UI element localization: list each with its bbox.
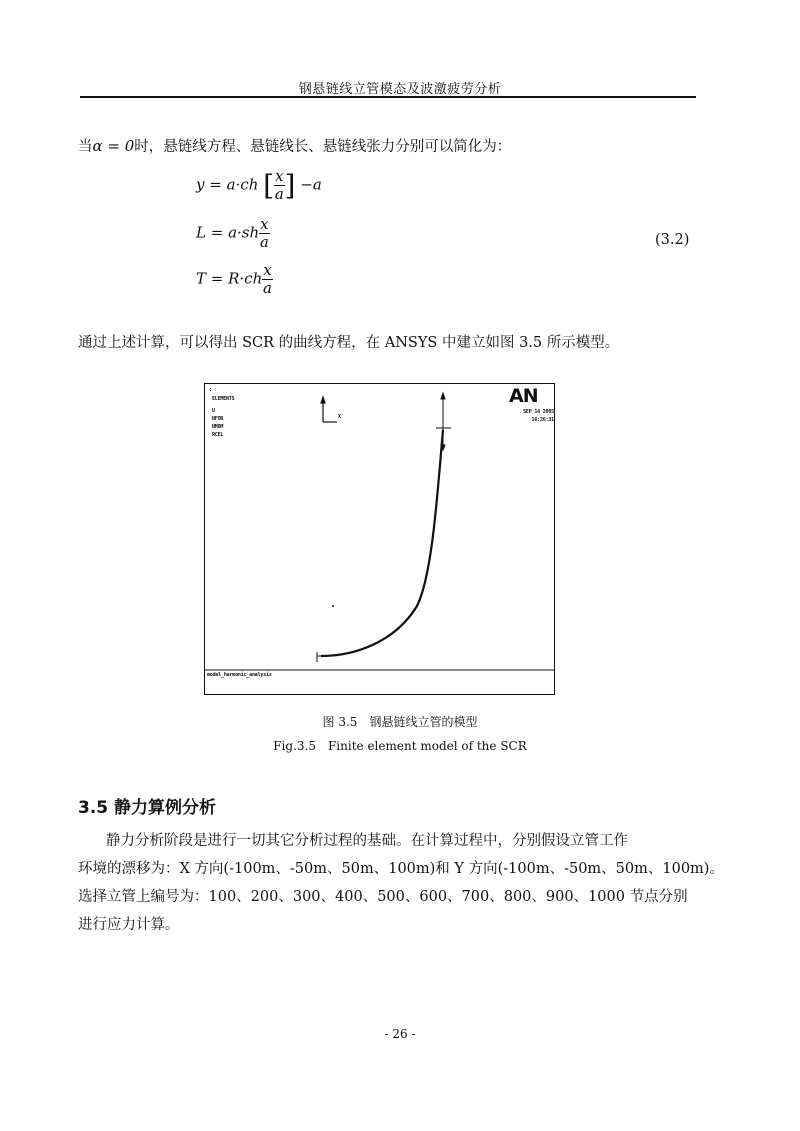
ansys-logo: AN [509, 385, 538, 407]
intro-condition: α = 0 [92, 137, 135, 155]
eq1-bracket-left: [ [263, 169, 275, 202]
eq2-lhs: L = a·sh [196, 223, 260, 242]
figure-caption-en: Fig.3.5 Finite element model of the SCR [273, 739, 527, 753]
eq3-denominator: a [262, 279, 272, 297]
figure-caption-zh: 图 3.5 钢悬链线立管的模型 [322, 715, 478, 729]
eq1-denominator: a [274, 185, 284, 203]
page-number: - 26 - [384, 1027, 416, 1041]
figure-corner-mark: : [209, 387, 212, 393]
eq3-fraction [262, 262, 272, 297]
figure-label-1: ELEMENTS [212, 396, 235, 402]
eq2-denominator: a [259, 233, 269, 251]
equation-catenary-length [196, 216, 270, 251]
eq3-lhs: T = R·ch [196, 269, 263, 288]
figure-label-5: RCEL [212, 432, 224, 438]
equation-number: (3.2) [655, 232, 690, 248]
figure-label-3: NFOR [212, 416, 224, 422]
axis-triad-icon [321, 397, 337, 422]
intro-line [78, 136, 511, 157]
paragraph-line-1: 静力分析阶段是进行一切其它分析过程的基础。在计算过程中，分别假设立管工作 [106, 833, 628, 849]
paragraph-model-intro: 通过上述计算，可以得出 SCR 的曲线方程，在 ANSYS 中建立如图 3.5 所示模型。 [78, 335, 620, 351]
figure-footer-label: model_harmonic_analysis [207, 672, 272, 678]
paragraph-line-2: 环境的漂移为：X 方向(-100m、-50m、50m、100m)和 Y 方向(-100m、-50m、50m、100m)。 [78, 861, 724, 877]
equation-catenary-tension [196, 262, 273, 297]
eq2-numerator: x [260, 215, 269, 233]
paragraph-line-3: 选择立管上编号为：100、200、300、400、500、600、700、800、900、1000 节点分别 [78, 889, 688, 905]
running-header: 钢悬链线立管模态及波激疲劳分析 [298, 82, 502, 97]
eq1-bracket-right: ] [284, 169, 296, 202]
figure-label-4: NMOM [212, 424, 224, 430]
header-rule [80, 96, 696, 98]
eq1-numerator: x [275, 167, 284, 185]
figure-ansys-model [204, 383, 555, 695]
eq3-numerator: x [263, 261, 272, 279]
figure-label-2: U [212, 408, 215, 414]
intro-prefix: 当 [78, 139, 93, 155]
riser-curve [321, 430, 443, 656]
riser-plot [205, 384, 554, 694]
top-support-icon [436, 393, 451, 450]
stray-dot [332, 605, 334, 607]
figure-date: SEP 14 2005 [523, 409, 554, 415]
eq1-fraction [274, 168, 284, 203]
eq1-rhs: −a [300, 175, 322, 194]
paragraph-line-4: 进行应力计算。 [78, 917, 180, 933]
eq1-lhs: y = a·ch [196, 175, 259, 194]
intro-suffix: 时，悬链线方程、悬链线长、悬链线张力分别可以简化为： [134, 139, 512, 155]
eq2-fraction [259, 216, 269, 251]
axis-x-label: X [338, 414, 341, 420]
equation-catenary-shape [196, 168, 322, 203]
figure-time: 16:26:31 [531, 417, 554, 423]
section-heading: 3.5 静力算例分析 [78, 798, 217, 818]
